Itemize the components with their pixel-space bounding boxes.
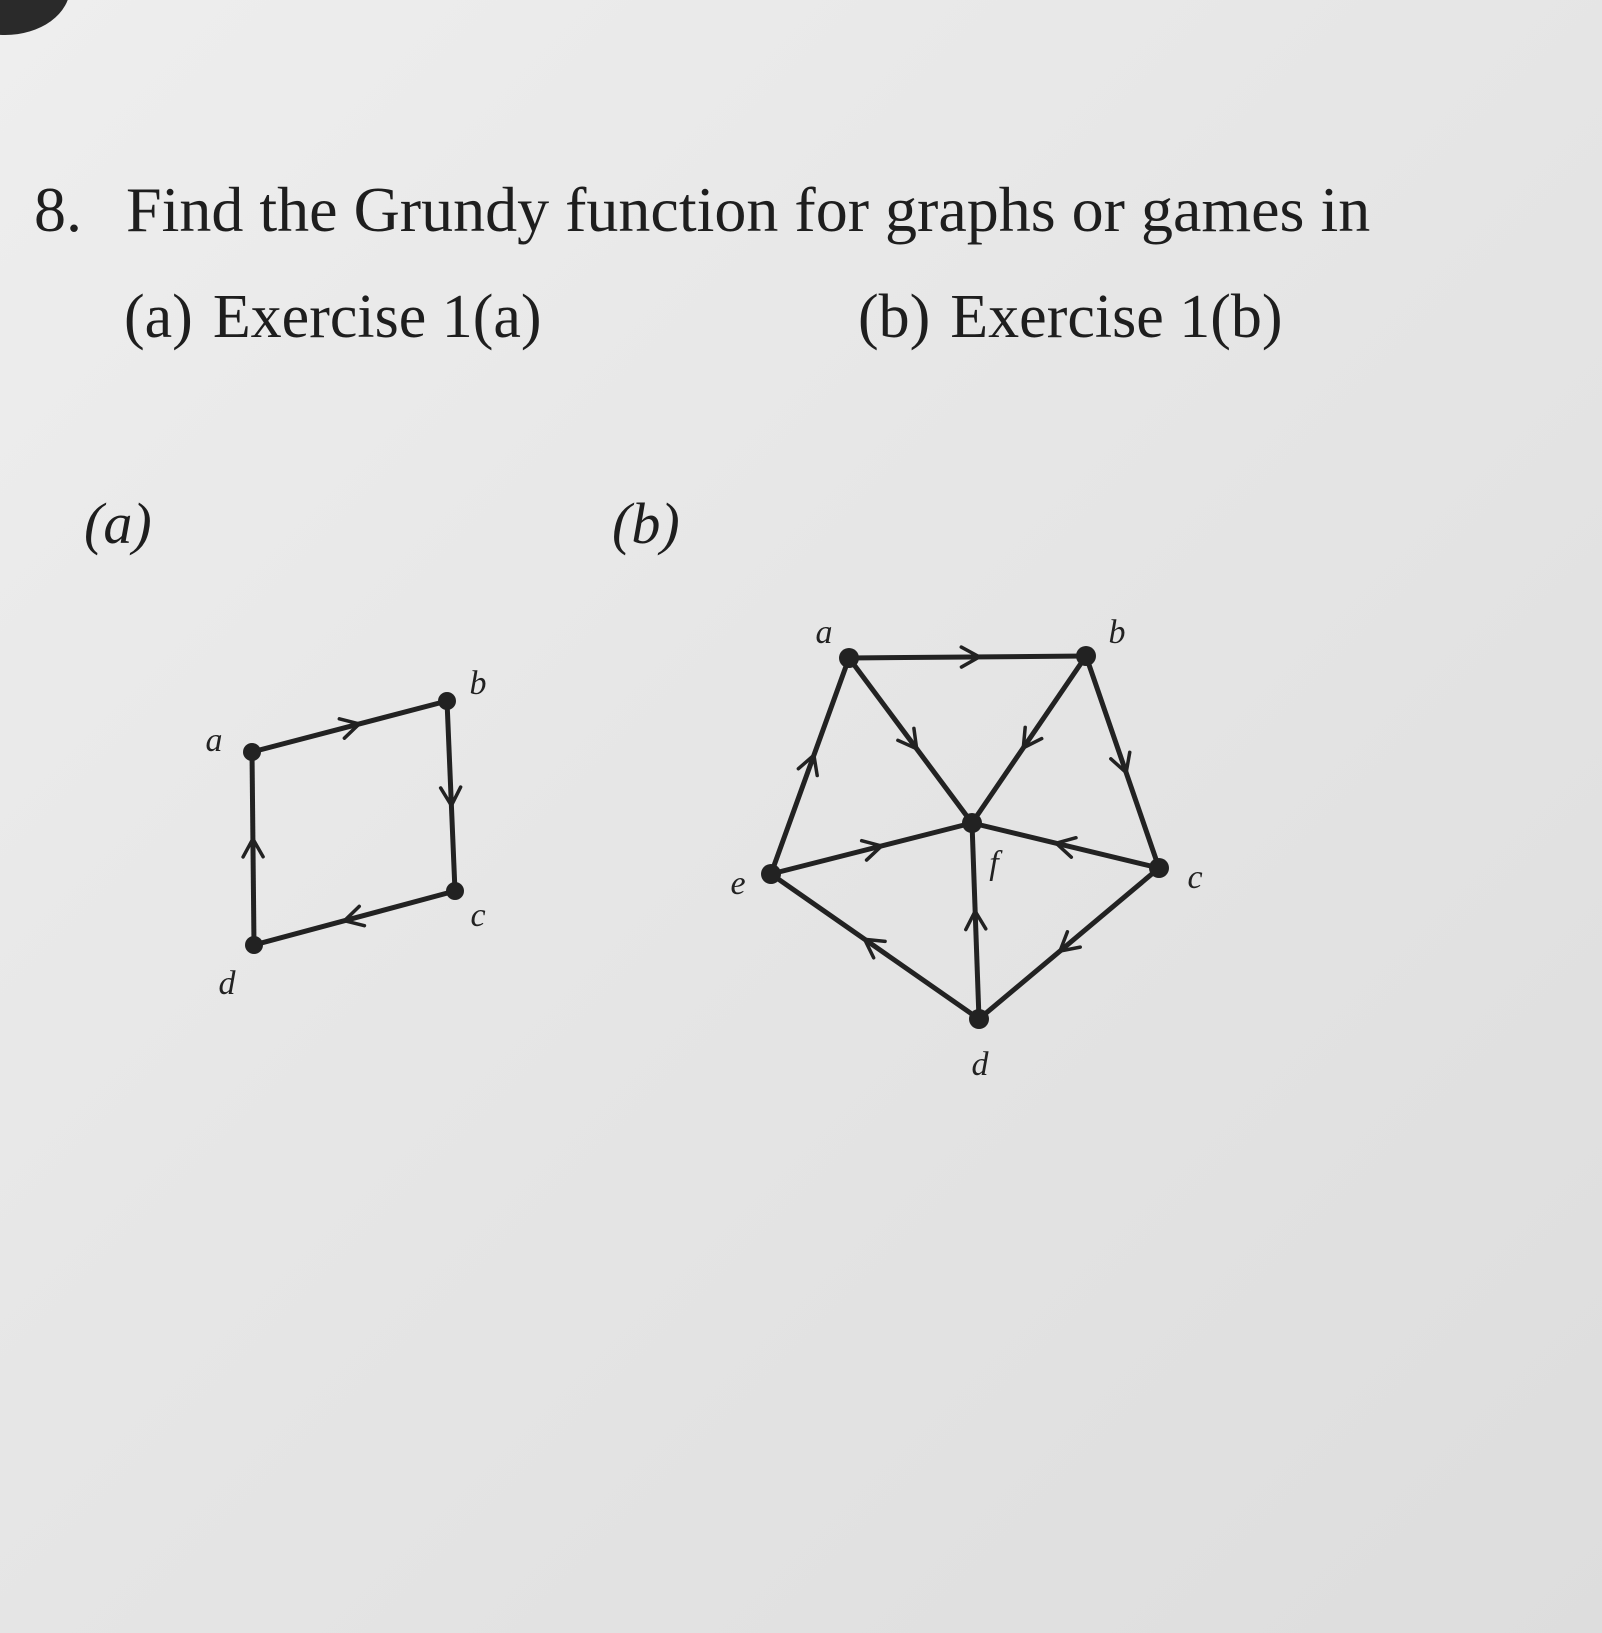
edge-e-a [771, 658, 849, 874]
edge-b-c [447, 701, 455, 891]
vertex-c [446, 882, 464, 900]
vertex-b [438, 692, 456, 710]
edge-b-f [972, 656, 1086, 823]
vertex-d [245, 936, 263, 954]
graph-a [206, 665, 487, 1002]
part-a-text: Exercise 1(a) [212, 283, 542, 351]
edge-a-f [849, 658, 972, 823]
edge-d-e [771, 874, 979, 1019]
vertex-label-e: e [730, 865, 746, 902]
part-b-text: Exercise 1(b) [950, 283, 1283, 351]
edge-c-d [979, 868, 1159, 1019]
edge-d-f [972, 823, 979, 1019]
vertex-b [1076, 646, 1096, 666]
vertex-label-c: c [470, 897, 486, 934]
edge-a-b [849, 656, 1086, 658]
edge-a-b [252, 701, 447, 752]
edge-e-f [771, 823, 972, 874]
vertex-label-a: a [205, 722, 223, 759]
vertex-label-d: d [218, 965, 236, 1002]
problem-number: 8. [34, 174, 82, 245]
part-b-tag: (b) [858, 283, 931, 351]
edge-b-c [1086, 656, 1159, 868]
vertex-label-b: b [1108, 614, 1126, 651]
edge-c-d [254, 891, 455, 945]
edge-c-f [972, 823, 1159, 868]
vertex-label-c: c [1187, 859, 1203, 896]
vertex-label-a: a [815, 614, 833, 651]
figure-a-label: (a) [84, 491, 152, 556]
vertex-label-f: f [989, 845, 999, 882]
figure-b-label: (b) [612, 491, 680, 556]
vertex-f [962, 813, 982, 833]
vertex-a [839, 648, 859, 668]
edge-d-a [252, 752, 254, 945]
vertex-d [969, 1009, 989, 1029]
graph-b [730, 614, 1202, 1083]
problem-text: Find the Grundy function for graphs or games in [126, 174, 1371, 245]
vertex-c [1149, 858, 1169, 878]
part-a-tag: (a) [124, 283, 193, 351]
vertex-a [243, 743, 261, 761]
vertex-label-d: d [971, 1046, 989, 1083]
vertex-label-b: b [469, 665, 487, 702]
vertex-e [761, 864, 781, 884]
